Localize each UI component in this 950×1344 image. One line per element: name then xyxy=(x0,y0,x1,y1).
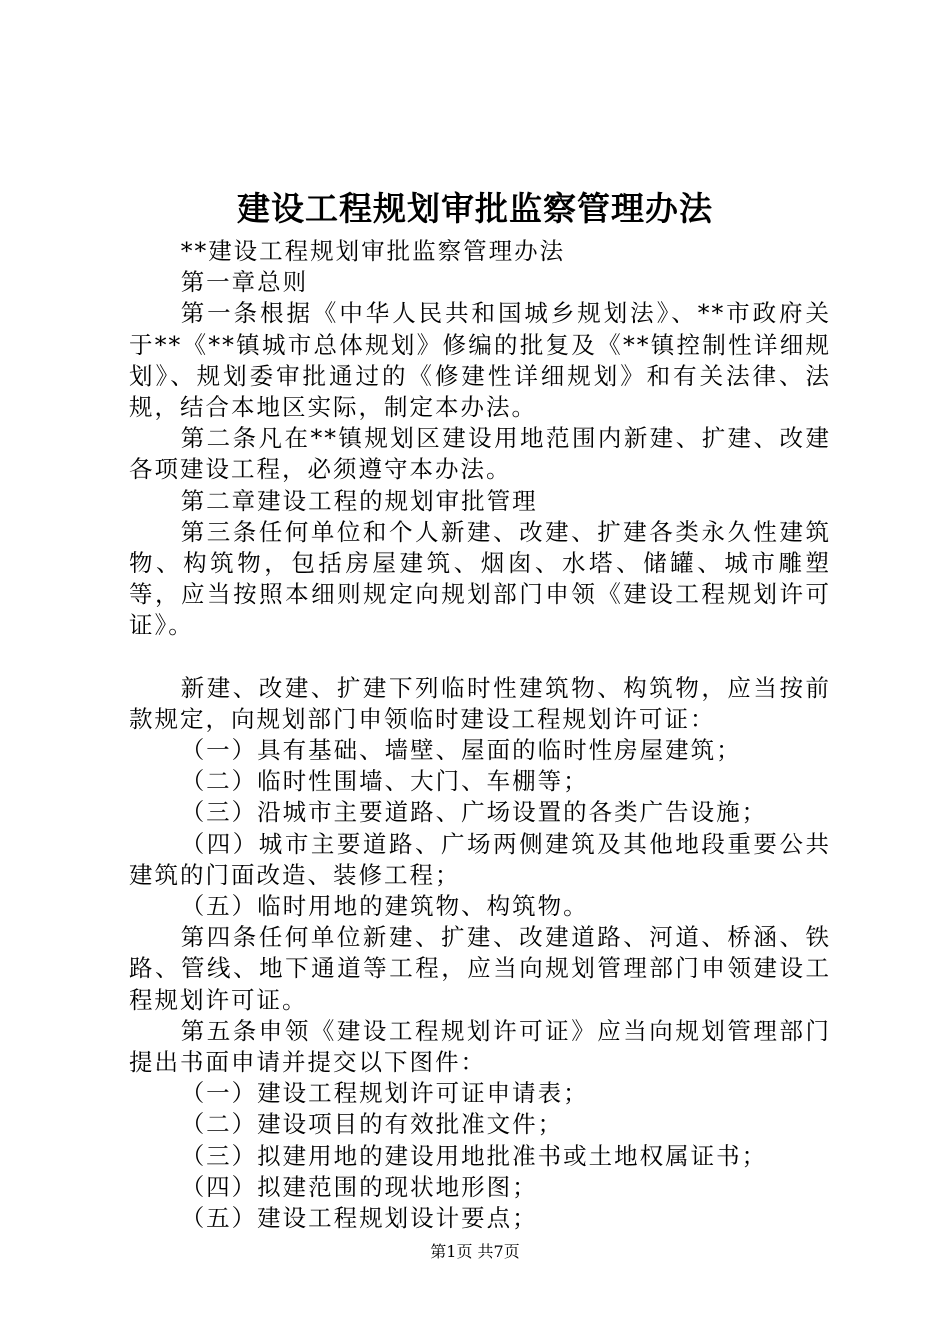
document-body xyxy=(129,236,831,1234)
article-paragraph: 新建、改建、扩建下列临时性建筑物、构筑物，应当按前款规定，向规划部门申领临时建设工程规划许可证： xyxy=(129,673,831,733)
article-paragraph: 第四条任何单位新建、扩建、改建道路、河道、桥涵、铁路、管线、地下通道等工程，应当向规划管理部门申领建设工程规划许可证。 xyxy=(129,923,831,1014)
list-item: （一）具有基础、墙壁、屋面的临时性房屋建筑； xyxy=(180,736,742,765)
chapter-heading: 第一章总则 xyxy=(180,268,309,297)
list-item: （四）拟建范围的现状地形图； xyxy=(180,1172,538,1201)
doc-subtitle: **建设工程规划审批监察管理办法 xyxy=(180,237,566,265)
article-paragraph: 第五条申领《建设工程规划许可证》应当向规划管理部门提出书面申请并提交以下图件： xyxy=(129,1016,831,1077)
document-title: 建设工程规划审批监察管理办法 xyxy=(237,189,713,228)
page-number-footer: 第1页 共7页 xyxy=(430,1242,520,1261)
paragraph-spacer xyxy=(129,642,831,673)
list-item: （二）建设项目的有效批准文件； xyxy=(180,1110,564,1139)
list-item: （三）沿城市主要道路、广场设置的各类广告设施； xyxy=(180,798,768,827)
list-item: （一）建设工程规划许可证申请表； xyxy=(180,1079,589,1108)
list-item: （五）临时用地的建筑物、构筑物。 xyxy=(180,892,589,921)
article-paragraph: 第一条根据《中华人民共和国城乡规划法》、**市政府关于**《**镇城市总体规划》修编的批复及《**镇控制性详细规划》、规划委审批通过的《修建性详细规划》和有关法律、法规，结合本地区实际，制定本办法。 xyxy=(129,299,831,422)
chapter-heading: 第二章建设工程的规划审批管理 xyxy=(180,486,538,515)
list-item: （四）城市主要道路、广场两侧建筑及其他地段重要公共建筑的门面改造、装修工程； xyxy=(129,829,831,889)
article-paragraph: 第二条凡在**镇规划区建设用地范围内新建、扩建、改建各项建设工程，必须遵守本办法。 xyxy=(129,424,831,484)
list-item: （二）临时性围墙、大门、车棚等； xyxy=(180,767,589,796)
list-item: （三）拟建用地的建设用地批准书或土地权属证书； xyxy=(180,1141,768,1170)
article-paragraph: 第三条任何单位和个人新建、改建、扩建各类永久性建筑物、构筑物，包括房屋建筑、烟囱、水塔、储罐、城市雕塑等，应当按照本细则规定向规划部门申领《建设工程规划许可证》。 xyxy=(129,517,831,640)
list-item: （五）建设工程规划设计要点； xyxy=(180,1204,538,1233)
